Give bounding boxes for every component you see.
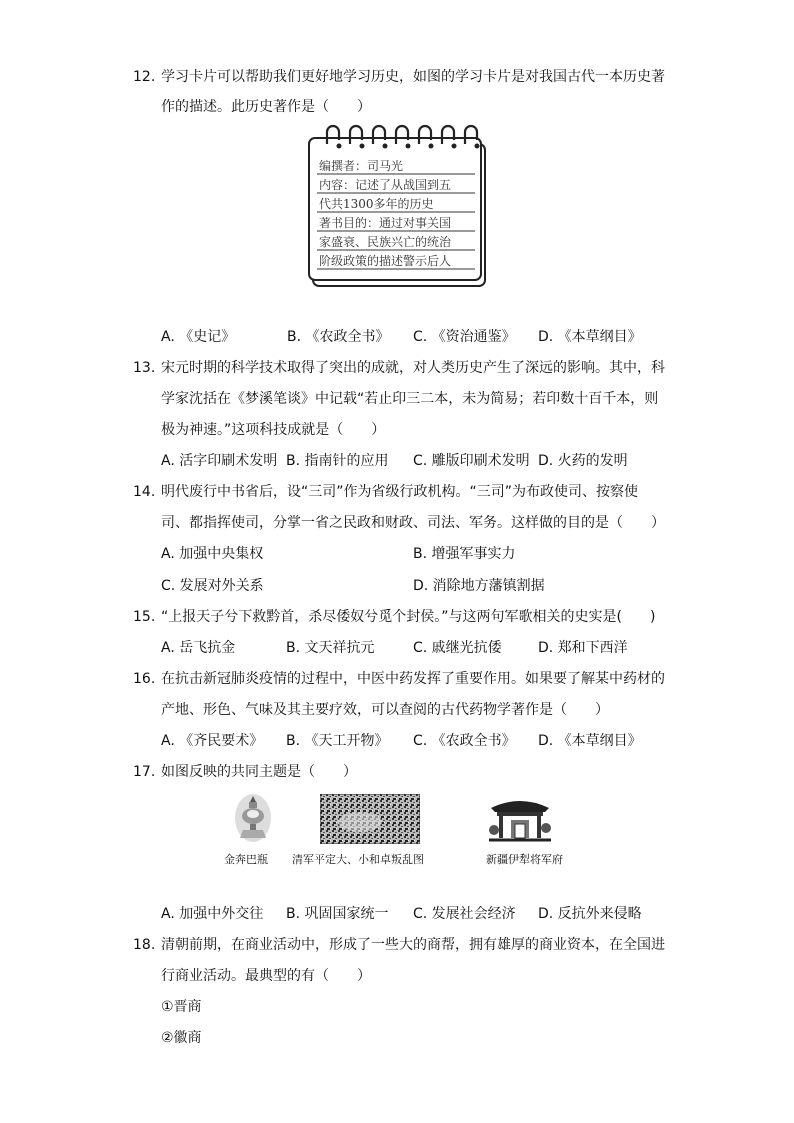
q17-stem-line1: 如图反映的共同主题是（ ） [161, 764, 357, 780]
q15-option-c[interactable]: C. 戚继光抗倭 [413, 640, 502, 656]
q13-option-b[interactable]: B. 指南针的应用 [286, 453, 389, 469]
q15-option-a[interactable]: A. 岳飞抗金 [161, 640, 236, 656]
q18-stem-line2: 行商业活动。最典型的有（ ） [161, 968, 371, 984]
card-line-2: 内容：记述了从战国到五 [319, 178, 452, 192]
q14-option-d[interactable]: D. 消除地方藩镇割据 [413, 578, 545, 594]
q17-number: 17. [133, 764, 156, 780]
card-line-5: 家盛衰、民族兴亡的统治 [319, 235, 452, 249]
card-line-6: 阶级政策的描述警示后人 [319, 254, 452, 268]
q14-number: 14. [133, 484, 156, 500]
q16-number: 16. [133, 671, 156, 687]
caption-general-mansion: 新疆伊犁将军府 [486, 853, 563, 866]
general-mansion-image [489, 794, 551, 844]
q12-option-a[interactable]: A. 《史记》 [161, 329, 236, 345]
q15-stem-line1: “上报天子兮下救黔首，杀尽倭奴兮觅个封侯。”与这两句军歌相关的史实是( ) [161, 609, 656, 625]
q17-option-c[interactable]: C. 发展社会经济 [413, 906, 516, 922]
q15-option-d[interactable]: D. 郑和下西洋 [538, 640, 628, 656]
q12-option-c[interactable]: C. 《资治通鉴》 [413, 329, 516, 345]
q13-stem-line2: 学家沈括在《梦溪笔谈》中记载“若止印三二本，未为简易；若印数十百千本，则 [161, 391, 659, 407]
q16-option-c[interactable]: C. 《农政全书》 [413, 733, 516, 749]
q16-option-a[interactable]: A. 《齐民要术》 [161, 733, 264, 749]
q14-stem-line2: 司、都指挥使司，分掌一省之民政和财政、司法、军务。这样做的目的是（ ） [161, 515, 665, 531]
q12-stem-line1: 学习卡片可以帮助我们更好地学习历史，如图的学习卡片是对我国古代一本历史著 [161, 69, 665, 85]
q14-option-b[interactable]: B. 增强军事实力 [413, 546, 516, 562]
q13-option-a[interactable]: A. 活字印刷术发明 [161, 453, 278, 469]
q12-option-d[interactable]: D. 《本草纲目》 [538, 329, 642, 345]
q13-option-d[interactable]: D. 火药的发明 [538, 453, 628, 469]
q17-option-b[interactable]: B. 巩固国家统一 [286, 906, 389, 922]
q14-option-a[interactable]: A. 加强中央集权 [161, 546, 264, 562]
q13-stem-line1: 宋元时期的科学技术取得了突出的成就，对人类历史产生了深远的影响。其中，科 [161, 360, 665, 376]
caption-battle-scene: 清军平定大、小和卓叛乱图 [292, 853, 424, 866]
q12-option-b[interactable]: B. 《农政全书》 [287, 329, 390, 345]
card-line-1: 编撰者：司马光 [319, 159, 404, 173]
q13-stem-line3: 极为神速。”这项科技成就是（ ） [161, 422, 386, 438]
q15-number: 15. [133, 609, 156, 625]
q16-option-b[interactable]: B. 《天工开物》 [286, 733, 389, 749]
q18-number: 18. [133, 937, 156, 953]
q12-stem-line2: 作的描述。此历史著作是（ ） [161, 99, 371, 115]
caption-golden-urn: 金奔巴瓶 [224, 853, 268, 866]
card-line-3: 代共1300多年的历史 [319, 197, 434, 211]
q13-number: 13. [133, 360, 156, 376]
q18-item-2: ②徽商 [161, 1030, 202, 1046]
q16-stem-line1: 在抗击新冠肺炎疫情的过程中，中医中药发挥了重要作用。如果要了解某中药材的 [161, 671, 665, 687]
q12-number: 12. [133, 69, 156, 85]
q13-option-c[interactable]: C. 雕版印刷术发明 [413, 453, 530, 469]
battle-scene-image [320, 794, 420, 844]
study-card-figure [305, 122, 490, 292]
q17-option-d[interactable]: D. 反抗外来侵略 [538, 906, 642, 922]
golden-urn-image [230, 792, 276, 844]
q16-option-d[interactable]: D. 《本草纲目》 [538, 733, 642, 749]
q14-stem-line1: 明代废行中书省后，设“三司”作为省级行政机构。“三司”为布政使司、按察使 [161, 484, 639, 500]
q18-stem-line1: 清朝前期，在商业活动中，形成了一些大的商帮，拥有雄厚的商业资本，在全国进 [161, 937, 665, 953]
q14-option-c[interactable]: C. 发展对外关系 [161, 578, 264, 594]
q15-option-b[interactable]: B. 文天祥抗元 [286, 640, 375, 656]
q18-item-1: ①晋商 [161, 999, 202, 1015]
q17-option-a[interactable]: A. 加强中外交往 [161, 906, 264, 922]
card-line-4: 著书目的：通过对事关国 [319, 216, 452, 230]
q16-stem-line2: 产地、形色、气味及其主要疗效，可以查阅的古代药物学著作是（ ） [161, 702, 609, 718]
